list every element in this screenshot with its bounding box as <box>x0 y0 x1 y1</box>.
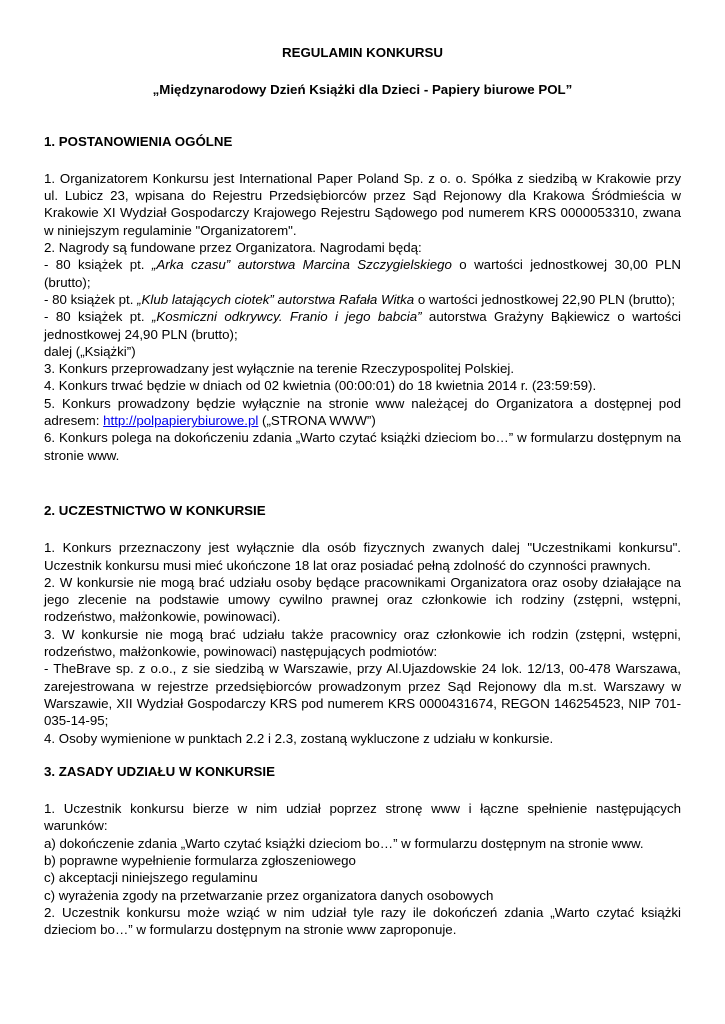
section-participation-rules <box>44 763 681 939</box>
section-content <box>44 800 681 938</box>
paragraph-duration: 4. Konkurs trwać będzie w dniach od 02 kwietnia (00:00:01) do 18 kwietnia 2014 r. (23:59:59). <box>44 378 597 394</box>
paragraph-website <box>44 395 681 430</box>
section-content <box>44 170 681 464</box>
section-general-provisions <box>44 133 681 464</box>
prize-item <box>44 291 681 308</box>
paragraph-exclusion-employees: 2. W konkursie nie mogą brać udziału osoby będące pracownikami Organizatora oraz osoby działające na jego zlecenie na podstawie umowy cywilno prawnej oraz członkowie ich rodziny (zstępni, wstępni, rodzeństwo, małżonkowie, powinowaci). <box>44 574 681 625</box>
prize-value: o wartości jednostkowej 22,90 PLN (brutto); <box>414 291 676 307</box>
prize-item <box>44 256 681 291</box>
website-link[interactable]: http://polpapierybiurowe.pl <box>103 413 259 429</box>
document-subtitle: „Międzynarodowy Dzień Książki dla Dzieci - Papiery biurowe POL” <box>152 82 573 98</box>
section-participation <box>44 502 681 747</box>
prize-prefix: - 80 książek pt. <box>44 257 152 273</box>
paragraph-organizer: 1. Organizatorem Konkursu jest International Paper Poland Sp. z o. o. Spółka z siedzibą w Krakowie przy ul. Lubicz 23, wpisana do Rejestru Przedsiębiorców przez Sąd Rejonowy dla Krakowa Śródmieścia w Krakowie XI Wydział Gospodarczy Krajowego Rejestru Sądowego pod numerem KRS 0000053310, zwana w niniejszym regulaminie "Organizatorem". <box>44 170 681 238</box>
paragraph-contest-task: 6. Konkurs polega na dokończeniu zdania „Warto czytać książki dzieciom bo…” w formularzu dostępnym na stronie www. <box>44 430 681 463</box>
website-alias: („STRONA WWW”) <box>258 413 376 429</box>
condition-item: c) wyrażenia zgody na przetwarzanie przez organizatora danych osobowych <box>44 887 494 903</box>
section-content <box>44 539 681 747</box>
document-title: REGULAMIN KONKURSU <box>281 45 444 60</box>
prize-value: autorstwa Grażyny Bąkiewicz o wartości jednostkowej 24,90 PLN (brutto); <box>44 309 681 342</box>
condition-item: c) akceptacji niniejszego regulaminu <box>44 870 258 886</box>
condition-item: b) poprawne wypełnienie formularza zgłoszeniowego <box>44 852 356 868</box>
prize-item <box>44 308 681 343</box>
paragraph-exclusion-effect: 4. Osoby wymienione w punktach 2.2 i 2.3, zostaną wykluczone z udziału w konkursie. <box>44 730 554 746</box>
paragraph-multiple-entries: 2. Uczestnik konkursu może wziąć w nim udział tyle razy ile dokończeń zdania „Warto czytać książki dzieciom bo…” w formularzu dostępnym na stronie www zaproponuje. <box>44 904 681 938</box>
paragraph-territory: 3. Konkurs przeprowadzany jest wyłącznie na terenie Rzeczypospolitej Polskiej. <box>44 361 515 377</box>
prize-book-title: „Klub latających ciotek” autorstwa Rafała Witka <box>137 291 415 307</box>
paragraph-exclusion-partners: 3. W konkursie nie mogą brać udziału także pracownicy oraz członkowie ich rodzin (zstępni, wstępni, rodzeństwo, małżonkowie, powinowaci) następujących podmiotów: <box>44 626 681 660</box>
paragraph-partner-entity: - TheBrave sp. z o.o., z sie siedzibą w Warszawie, przy Al.Ujazdowskie 24 lok. 12/13, 00-478 Warszawa, zarejestrowana w rejestrze przedsiębiorców prowadzonym przez Sąd Rejonowy dla m.st. Warszawy w Warszawie, XII Wydział Gospodarczy KRS pod numerem KRS 0000431674, REGON 146254523, NIP 701-035-14-95; <box>44 661 681 729</box>
website-text: 5. Konkurs prowadzony będzie wyłącznie na stronie www należącej do Organizatora a dostępnej pod adresem: <box>44 395 681 429</box>
section-heading: 2. UCZESTNICTWO W KONKURSIE <box>44 502 266 518</box>
paragraph-eligibility: 1. Konkurs przeznaczony jest wyłącznie dla osób fizycznych zwanych dalej "Uczestnikami konkursu". Uczestnik konkursu musi mieć ukończone 18 lat oraz posiadać pełną zdolność do czynności prawnych. <box>44 540 681 573</box>
prize-prefix: - 80 książek pt. <box>44 291 138 307</box>
section-heading: 3. ZASADY UDZIAŁU W KONKURSIE <box>44 763 275 779</box>
prize-value: o wartości jednostkowej 30,00 PLN (brutto); <box>44 257 682 290</box>
paragraph-conditions: 1. Uczestnik konkursu bierze w nim udział poprzez stronę www i łączne spełnienie następujących warunków: <box>44 801 681 834</box>
prize-book-title: „Kosmiczni odkrywcy. Franio i jego babcia” <box>151 309 422 325</box>
paragraph-prizes: 2. Nagrody są fundowane przez Organizatora. Nagrodami będą: <box>44 240 422 256</box>
prize-book-title: „Arka czasu” autorstwa Marcina Szczygielskiego <box>151 257 452 273</box>
condition-item: a) dokończenie zdania „Warto czytać książki dzieciom bo…” w formularzu dostępnym na stronie www. <box>44 835 644 851</box>
paragraph-books-alias: dalej („Książki”) <box>44 343 136 359</box>
prize-prefix: - 80 książek pt. <box>44 309 152 325</box>
section-heading: 1. POSTANOWIENIA OGÓLNE <box>44 133 233 149</box>
